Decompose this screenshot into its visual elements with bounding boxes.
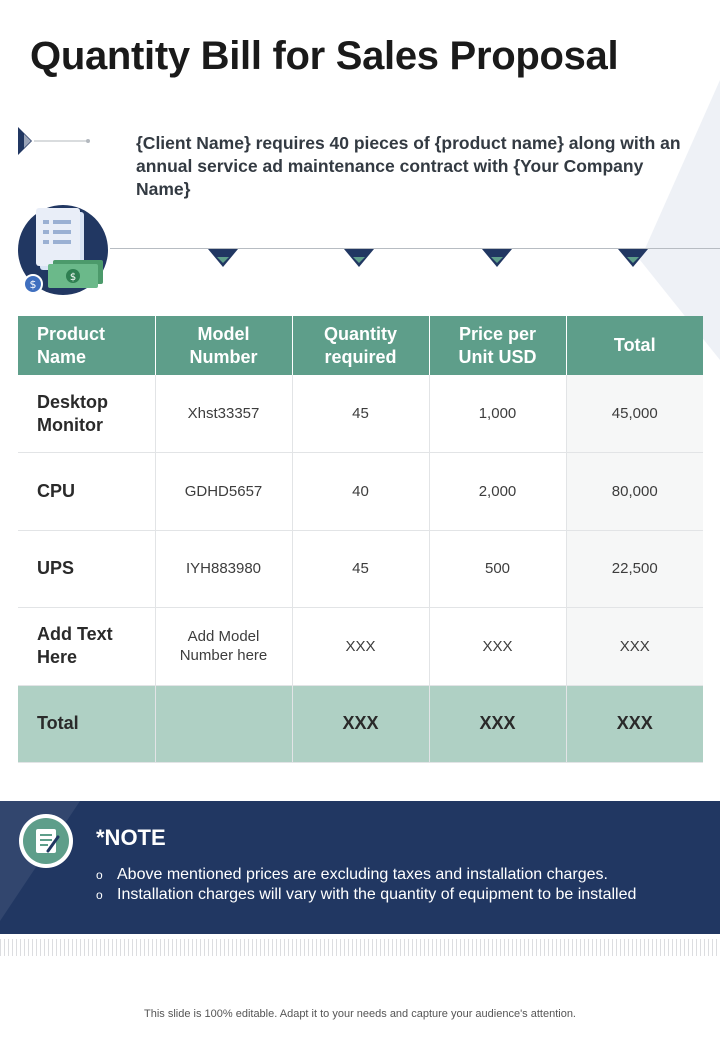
chevron-down-icon xyxy=(482,249,512,267)
table-row xyxy=(18,530,703,608)
product-name-cell: Add Text Here xyxy=(18,608,155,686)
quantity-cell: 45 xyxy=(292,375,429,453)
column-header: Price per Unit USD xyxy=(429,316,566,375)
list-item xyxy=(96,885,636,905)
triangle-arrow-icon xyxy=(18,127,94,155)
decorative-stripes xyxy=(0,939,720,956)
product-name-cell: UPS xyxy=(18,530,155,608)
quantity-cell: 45 xyxy=(292,530,429,608)
chevron-down-icon xyxy=(618,249,648,267)
chevron-down-icon xyxy=(208,249,238,267)
note-list xyxy=(96,865,636,905)
note-title: *NOTE xyxy=(96,825,166,850)
clipboard-edit-icon xyxy=(18,813,74,869)
price-cell: XXX xyxy=(429,608,566,686)
total-cell: 80,000 xyxy=(566,453,703,531)
intro-text: {Client Name} requires 40 pieces of {product name} along with an annual service ad maintenance contract with {Your Company Name} xyxy=(136,133,681,199)
column-header: Total xyxy=(566,316,703,375)
model-number-cell xyxy=(155,685,292,763)
total-cell: XXX xyxy=(566,685,703,763)
price-cell: XXX xyxy=(429,685,566,763)
chevron-down-icon xyxy=(344,249,374,267)
model-number-cell: Add Model Number here xyxy=(155,608,292,686)
price-cell: 500 xyxy=(429,530,566,608)
quantity-cell: 40 xyxy=(292,453,429,531)
receipt-money-icon xyxy=(17,204,113,296)
total-cell: XXX xyxy=(566,608,703,686)
column-header: Product Name xyxy=(18,316,155,375)
note-item-text: Above mentioned prices are excluding taxes and installation charges. xyxy=(117,866,608,883)
table-header-row xyxy=(18,316,703,375)
table-row xyxy=(18,375,703,453)
note-item-text: Installation charges will vary with the quantity of equipment to be installed xyxy=(117,886,637,903)
price-cell: 1,000 xyxy=(429,375,566,453)
table-row xyxy=(18,453,703,531)
total-cell: 22,500 xyxy=(566,530,703,608)
note-panel xyxy=(0,801,720,934)
model-number-cell: Xhst33357 xyxy=(155,375,292,453)
svg-text:$: $ xyxy=(69,272,77,283)
svg-text:$: $ xyxy=(29,278,37,291)
total-label-cell: Total xyxy=(18,685,155,763)
model-number-cell: IYH883980 xyxy=(155,530,292,608)
product-name-cell: Desktop Monitor xyxy=(18,375,155,453)
column-header: Model Number xyxy=(155,316,292,375)
footer-text: This slide is 100% editable. Adapt it to your needs and capture your audience's attention. xyxy=(144,1008,576,1020)
product-name-cell: CPU xyxy=(18,453,155,531)
column-header: Quantity required xyxy=(292,316,429,375)
bullet-marker: o xyxy=(96,888,103,902)
model-number-cell: GDHD5657 xyxy=(155,453,292,531)
total-row xyxy=(18,685,703,763)
table-row xyxy=(18,608,703,686)
quantity-cell: XXX xyxy=(292,685,429,763)
quantity-cell: XXX xyxy=(292,608,429,686)
quantity-bill-table xyxy=(18,316,703,763)
price-cell: 2,000 xyxy=(429,453,566,531)
page-title: Quantity Bill for Sales Proposal xyxy=(30,34,619,78)
total-cell: 45,000 xyxy=(566,375,703,453)
bullet-marker: o xyxy=(96,868,103,882)
list-item xyxy=(96,865,636,885)
